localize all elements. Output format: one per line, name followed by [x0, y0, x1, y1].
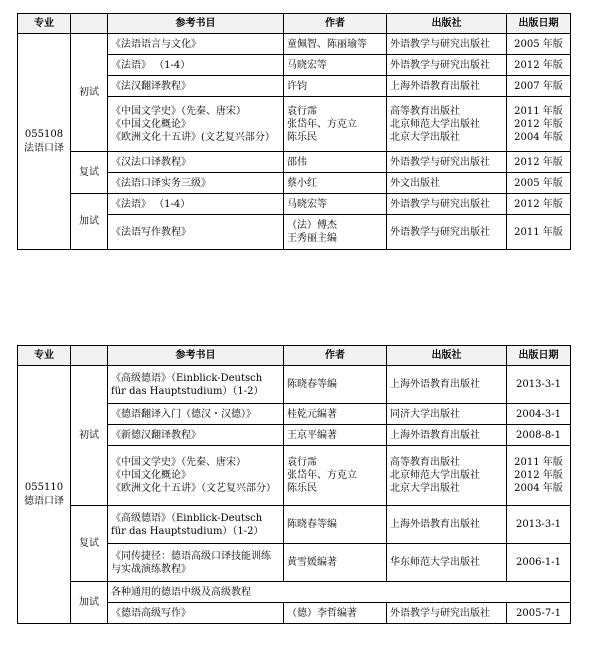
- cell-line: 《法语写作教程》: [111, 226, 191, 238]
- header-book: 参考书目: [108, 14, 284, 34]
- cell-line: 2011 年版: [514, 105, 563, 117]
- date-cell: [507, 173, 571, 194]
- cell-line: 法语口译: [24, 142, 64, 154]
- date-cell: [507, 152, 571, 173]
- cell-line: 2012 年版: [514, 198, 563, 210]
- author-cell: [284, 152, 387, 173]
- book-cell: [108, 173, 284, 194]
- cell-line: 上海外语教育出版社: [390, 429, 480, 441]
- cell-line: 《法语口译实务三级》: [111, 177, 211, 189]
- author-cell: [284, 404, 387, 425]
- date-cell: [507, 544, 571, 582]
- cell-line: 《德语高级写作》: [111, 607, 191, 619]
- book-cell: [108, 215, 284, 250]
- cell-line: 华东师范大学出版社: [390, 557, 480, 568]
- table-row: [18, 506, 571, 544]
- author-cell: [284, 544, 387, 582]
- publisher-cell: [387, 544, 507, 582]
- cell-line: 袁行霈: [287, 457, 317, 468]
- cell-line: 外语教学与研究出版社: [390, 607, 490, 619]
- header-publisher: 出版社: [387, 346, 507, 366]
- table-row: [18, 582, 571, 603]
- book-cell: [108, 366, 284, 404]
- date-cell: [507, 366, 571, 404]
- cell-line: 上海外语教育出版社: [390, 80, 480, 92]
- author-cell: [284, 425, 387, 446]
- header-date: 出版日期: [507, 14, 571, 34]
- exam-stage-cell: 复试: [71, 506, 108, 582]
- header-major: 专业: [18, 14, 71, 34]
- header-stage: [71, 14, 108, 34]
- author-cell: [284, 446, 387, 506]
- cell-line: 陈乐民: [287, 483, 317, 494]
- header-book: 参考书目: [108, 346, 284, 366]
- table-row: [18, 152, 571, 173]
- cell-line: 《中国文学史》（先秦、唐宋）: [111, 105, 246, 117]
- exam-stage-cell: 加试: [71, 582, 108, 624]
- date-cell: [507, 425, 571, 446]
- author-cell: [284, 55, 387, 76]
- book-cell: [108, 76, 284, 97]
- cell-line: 2006-1-1: [516, 557, 561, 568]
- date-cell: [507, 215, 571, 250]
- cell-line: 童佩智、陈丽瑜等: [287, 38, 367, 50]
- author-cell: [284, 506, 387, 544]
- cell-line: 北京师范大学出版社: [390, 470, 480, 481]
- cell-line: 《欧洲文化十五讲》(文艺复兴部分）: [111, 131, 275, 143]
- header-author: 作者: [284, 14, 387, 34]
- table-row: [18, 366, 571, 404]
- date-cell: [507, 194, 571, 215]
- book-cell: [108, 603, 284, 624]
- cell-line: 陈晓春等编: [287, 379, 337, 390]
- cell-line: 陈乐民: [287, 131, 317, 143]
- cell-line: 2012 年版: [514, 470, 563, 481]
- cell-line: 高等教育出版社: [390, 105, 460, 117]
- cell-line: 桂乾元编著: [287, 408, 337, 420]
- header-major: 专业: [18, 346, 71, 366]
- author-cell: [284, 97, 387, 152]
- book-cell: [108, 582, 571, 603]
- author-cell: [284, 34, 387, 55]
- cell-line: （德）李哲编著: [287, 607, 357, 619]
- cell-line: 外语教学与研究出版社: [390, 156, 490, 168]
- publisher-cell: [387, 76, 507, 97]
- cell-line: 2005 年版: [514, 177, 563, 189]
- cell-line: 外语教学与研究出版社: [390, 59, 490, 71]
- reading-list-table-french: [17, 13, 571, 250]
- cell-line: 马晓宏等: [287, 59, 327, 71]
- cell-line: 《德语翻译入门（德汉・汉德）》: [111, 408, 256, 420]
- cell-line: 2004 年版: [514, 483, 563, 494]
- cell-line: 2012 年版: [514, 59, 563, 71]
- header-row: [18, 14, 571, 34]
- reading-list-table-german: [17, 345, 571, 624]
- cell-line: 王秀丽主编: [287, 233, 337, 244]
- cell-line: 《法汉翻译教程》: [111, 80, 191, 92]
- publisher-cell: [387, 152, 507, 173]
- publisher-cell: [387, 446, 507, 506]
- book-cell: [108, 544, 284, 582]
- cell-line: 马晓宏等: [287, 198, 327, 210]
- header-date: 出版日期: [507, 346, 571, 366]
- cell-line: 外语教学与研究出版社: [390, 198, 490, 210]
- exam-stage-cell: 复试: [71, 152, 108, 194]
- cell-line: 北京大学出版社: [390, 483, 460, 494]
- cell-line: 2013-3-1: [516, 379, 561, 390]
- cell-line: 《中国文学史》（先秦、唐宋）: [111, 457, 246, 468]
- publisher-cell: [387, 55, 507, 76]
- cell-line: 邵伟: [287, 156, 307, 168]
- cell-line: 2012 年版: [514, 118, 563, 130]
- cell-line: 《高级德语》（Einblick-Deutsch für das Hauptstudium）（1-2）: [111, 512, 264, 537]
- cell-line: 外文出版社: [390, 177, 440, 189]
- cell-line: 许钧: [287, 80, 307, 92]
- cell-line: 2011 年版: [514, 226, 563, 238]
- publisher-cell: [387, 97, 507, 152]
- major-cell: [18, 366, 71, 624]
- publisher-cell: [387, 506, 507, 544]
- cell-line: 蔡小红: [287, 177, 317, 189]
- cell-line: 德语口译: [24, 495, 64, 507]
- cell-line: 2008-8-1: [516, 429, 561, 441]
- book-cell: [108, 34, 284, 55]
- major-cell: [18, 34, 71, 250]
- cell-line: 上海外语教育出版社: [390, 379, 480, 390]
- date-cell: [507, 446, 571, 506]
- publisher-cell: [387, 404, 507, 425]
- table-body: [18, 366, 571, 624]
- cell-line: 北京大学出版社: [390, 131, 460, 143]
- cell-line: 《法语语言与文化》: [111, 38, 201, 50]
- header-publisher: 出版社: [387, 14, 507, 34]
- cell-line: 各种通用的德语中级及高级教程: [111, 586, 251, 598]
- book-cell: [108, 152, 284, 173]
- cell-line: 055110: [24, 481, 64, 493]
- book-cell: [108, 506, 284, 544]
- table-row: [18, 34, 571, 55]
- cell-line: （法）傅杰: [287, 220, 337, 231]
- cell-line: 张岱年、方克立: [287, 118, 357, 130]
- cell-line: 2005 年版: [514, 38, 563, 50]
- publisher-cell: [387, 194, 507, 215]
- author-cell: [284, 603, 387, 624]
- cell-line: 同济大学出版社: [390, 408, 460, 420]
- exam-stage-cell: 加试: [71, 194, 108, 250]
- cell-line: 2004-3-1: [516, 408, 561, 420]
- cell-line: 袁行霈: [287, 105, 317, 117]
- cell-line: 上海外语教育出版社: [390, 519, 480, 530]
- cell-line: 北京师范大学出版社: [390, 118, 480, 130]
- cell-line: 外语教学与研究出版社: [390, 226, 490, 238]
- cell-line: 黄雪媛编著: [287, 557, 337, 568]
- book-cell: [108, 55, 284, 76]
- cell-line: 《中国文化概论》: [111, 118, 191, 130]
- header-author: 作者: [284, 346, 387, 366]
- cell-line: 2007 年版: [514, 80, 563, 92]
- book-cell: [108, 425, 284, 446]
- exam-stage-cell: 初试: [71, 366, 108, 506]
- date-cell: [507, 55, 571, 76]
- date-cell: [507, 506, 571, 544]
- book-cell: [108, 404, 284, 425]
- cell-line: 2013-3-1: [516, 519, 561, 530]
- table-row: [18, 194, 571, 215]
- author-cell: [284, 173, 387, 194]
- date-cell: [507, 404, 571, 425]
- publisher-cell: [387, 173, 507, 194]
- cell-line: 055108: [24, 128, 64, 140]
- date-cell: [507, 603, 571, 624]
- book-cell: [108, 97, 284, 152]
- date-cell: [507, 34, 571, 55]
- cell-line: 《欧洲文化十五讲》（文艺复兴部分）: [111, 483, 276, 494]
- author-cell: [284, 194, 387, 215]
- cell-line: 2012 年版: [514, 156, 563, 168]
- cell-line: 张岱年、方克立: [287, 470, 357, 481]
- cell-line: 《中国文化概论》: [111, 470, 191, 481]
- publisher-cell: [387, 425, 507, 446]
- cell-line: 《高级德语》（Einblick-Deutsch für das Hauptstudium）（1-2）: [111, 372, 264, 397]
- cell-line: 2005-7-1: [516, 607, 561, 619]
- author-cell: [284, 366, 387, 404]
- cell-line: 王京平编著: [287, 429, 337, 441]
- exam-stage-cell: 初试: [71, 34, 108, 152]
- author-cell: [284, 215, 387, 250]
- header-stage: [71, 346, 108, 366]
- publisher-cell: [387, 603, 507, 624]
- cell-line: 《法语》 （1-4）: [111, 59, 191, 71]
- date-cell: [507, 97, 571, 152]
- cell-line: 外语教学与研究出版社: [390, 38, 490, 50]
- cell-line: 陈晓春等编: [287, 519, 337, 530]
- book-cell: [108, 446, 284, 506]
- date-cell: [507, 76, 571, 97]
- table-body: [18, 34, 571, 250]
- cell-line: 《法语》 （1-4）: [111, 198, 191, 210]
- publisher-cell: [387, 215, 507, 250]
- publisher-cell: [387, 34, 507, 55]
- cell-line: 2004 年版: [514, 131, 563, 143]
- cell-line: 《同传捷径：德语高级口译技能训练与实战演练教程》: [111, 550, 271, 575]
- cell-line: 《汉法口译教程》: [111, 156, 191, 168]
- header-row: [18, 346, 571, 366]
- cell-line: 高等教育出版社: [390, 457, 460, 468]
- publisher-cell: [387, 366, 507, 404]
- cell-line: 《新德汉翻译教程》: [111, 429, 201, 441]
- book-cell: [108, 194, 284, 215]
- author-cell: [284, 76, 387, 97]
- cell-line: 2011 年版: [514, 457, 563, 468]
